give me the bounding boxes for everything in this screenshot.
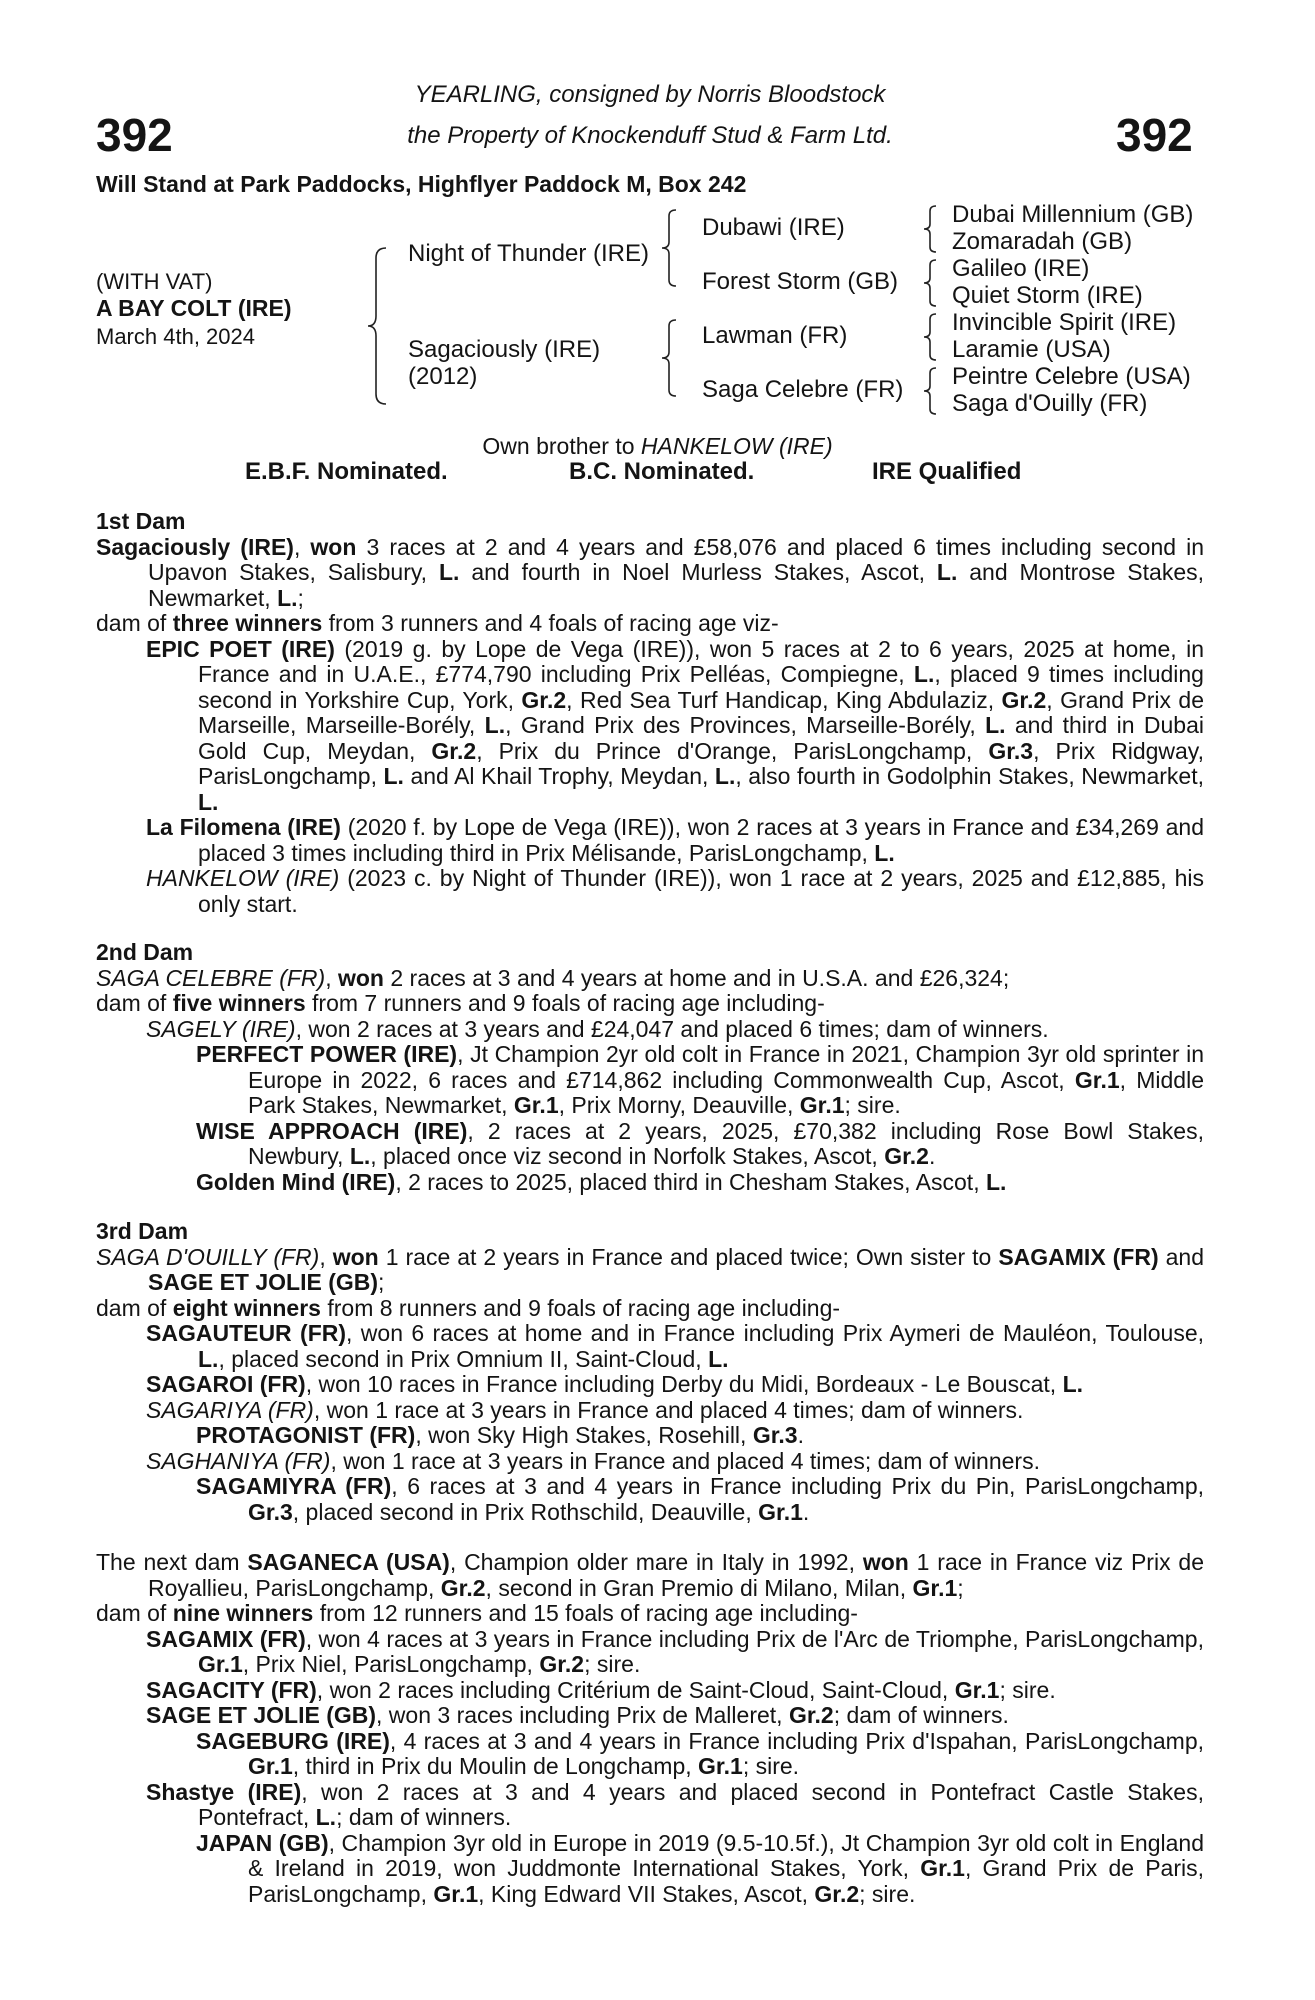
produce-sagauteur: SAGAUTEUR (FR), won 6 races at home and in France including Prix Aymeri de Mauléon, Toulouse, L., placed second in Prix Omnium II, Saint-Cloud, L. (146, 1320, 1204, 1372)
pedigree-dss: Invincible Spirit (IRE) (952, 309, 1177, 336)
pedigree-dam-sire: Lawman (FR) (702, 322, 848, 349)
produce-sagacity: SAGACITY (FR), won 2 races including Critérium de Saint-Cloud, Saint-Cloud, Gr.1; sire. (146, 1676, 1056, 1703)
pedigree-brace-dam (662, 318, 678, 398)
first-dam-produce-summary: dam of three winners from 3 runners and 4 foals of racing age viz- (96, 610, 779, 636)
pedigree-dam-year: (2012) (408, 363, 478, 390)
third-dam-record: SAGA D'OUILLY (FR), won 1 race at 2 years in France and placed twice; Own sister to SAGAMIX (FR) and SAGE ET JOLIE (GB); (96, 1243, 1205, 1295)
lot-number-left: 392 (96, 109, 173, 161)
produce-sagamix: SAGAMIX (FR), won 4 races at 3 years in France including Prix de l'Arc de Triomphe, ParisLongchamp, Gr.1, Prix Niel, ParisLongchamp, Gr.2; sire. (146, 1625, 1204, 1677)
third-dam-section (96, 1219, 1204, 1525)
header-line-1: YEARLING, consigned by Norris Bloodstock (414, 81, 886, 108)
pedigree-dds: Peintre Celebre (USA) (952, 363, 1191, 390)
produce-shastye: Shastye (IRE), won 2 races at 3 and 4 years and placed second in Pontefract Castle Stakes, Pontefract, L.; dam of winners. (146, 1778, 1204, 1830)
location-line: Will Stand at Park Paddocks, Highflyer Paddock M, Box 242 (96, 171, 747, 197)
pedigree-brace-main (368, 246, 388, 406)
pedigree-sdd: Quiet Storm (IRE) (952, 282, 1143, 309)
own-brother-note: Own brother to HANKELOW (IRE) (482, 433, 833, 459)
produce-sagely: SAGELY (IRE), won 2 races at 3 years and £24,047 and placed 6 times; dam of winners. (146, 1015, 1049, 1042)
pedigree-dsd: Laramie (USA) (952, 336, 1111, 363)
produce-perfect-power: PERFECT POWER (IRE), Jt Champion 2yr old colt in France in 2021, Champion 3yr old sprinter in Europe in 2022, 6 races and £714,862 including Commonwealth Cup, Ascot, Gr.1, Middle Park Stakes, Newmarket, Gr.1, Prix Morny, Deauville, Gr.1; sire. (196, 1041, 1205, 1118)
pedigree-brace-dd (924, 366, 938, 416)
pedigree-sire-sire: Dubawi (IRE) (702, 214, 845, 241)
foaling-date: March 4th, 2024 (96, 324, 255, 349)
next-dam-produce-summary: dam of nine winners from 12 runners and 15 foals of racing age including- (96, 1600, 858, 1626)
produce-sage-et-jolie: SAGE ET JOLIE (GB), won 3 races including Prix de Malleret, Gr.2; dam of winners. (146, 1702, 1009, 1728)
second-dam-produce-summary: dam of five winners from 7 runners and 9 foals of racing age including- (96, 990, 825, 1016)
produce-hankelow: HANKELOW (IRE) (2023 c. by Night of Thunder (IRE)), won 1 race at 2 years, 2025 and £12,885, his only start. (146, 865, 1204, 917)
pedigree-sds: Galileo (IRE) (952, 255, 1090, 282)
next-dam-section (96, 1550, 1204, 1907)
produce-protagonist: PROTAGONIST (FR), won Sky High Stakes, Rosehill, Gr.3. (196, 1422, 804, 1448)
pedigree-ssd: Zomaradah (GB) (952, 228, 1133, 255)
produce-golden-mind: Golden Mind (IRE), 2 races to 2025, placed third in Chesham Stakes, Ascot, L. (196, 1168, 1007, 1195)
produce-wise-approach: WISE APPROACH (IRE), 2 races at 2 years, 2025, £70,382 including Rose Bowl Stakes, Newbury, L., placed once viz second in Norfolk Stakes, Ascot, Gr.2. (196, 1117, 1204, 1169)
produce-sagamiyra: SAGAMIYRA (FR), 6 races at 3 and 4 years in France including Prix du Pin, ParisLongchamp, Gr.3, placed second in Prix Rothschild, Deauville, Gr.1. (196, 1473, 1204, 1525)
produce-epic-poet: EPIC POET (IRE) (2019 g. by Lope de Vega (IRE)), won 5 races at 2 to 6 years, 2025 at home, in France and in U.A.E., £774,790 including Prix Pelléas, Compiegne, L., placed 9 times including second in Yorkshire Cup, York, Gr.2, Red Sea Turf Handicap, King Abdulaziz, Gr.2, Grand Prix de Marseille, Marseille-Borély, L., Grand Prix des Provinces, Marseille-Borély, L. and third in Dubai Gold Cup, Meydan, Gr.2, Prix du Prince d'Orange, ParisLongchamp, Gr.3, Prix Ridgway, ParisLongchamp, L. and Al Khail Trophy, Meydan, L., also fourth in Godolphin Stakes, Newmarket, L. (146, 635, 1204, 815)
pedigree-dam-dam: Saga Celebre (FR) (702, 376, 904, 403)
first-dam-section (96, 509, 1204, 917)
bc-nominated: B.C. Nominated. (569, 458, 755, 485)
vat-label: (WITH VAT) (96, 269, 213, 294)
pedigree-sire-dam: Forest Storm (GB) (702, 268, 899, 295)
produce-la-filomena: La Filomena (IRE) (2020 f. by Lope de Vega (IRE)), won 2 races at 3 years in France and £34,269 and placed 3 times including third in Prix Mélisande, ParisLongchamp, L. (146, 814, 1204, 866)
pedigree-brace-ss (924, 204, 938, 254)
lot-number-right: 392 (1116, 109, 1193, 161)
produce-japan: JAPAN (GB), Champion 3yr old in Europe in 2019 (9.5-10.5f.), Jt Champion 3yr old colt in England & Ireland in 2019, won Juddmonte International Stakes, York, Gr.1, Grand Prix de Paris, ParisLongchamp, Gr.1, King Edward VII Stakes, Ascot, Gr.2; sire. (196, 1829, 1205, 1907)
first-dam-record: Sagaciously (IRE), won 3 races at 2 and 4 years and £58,076 and placed 6 times including second in Upavon Stakes, Salisbury, L. and fourth in Noel Murless Stakes, Ascot, L. and Montrose Stakes, Newmarket, L.; (96, 533, 1205, 611)
produce-sagaroi: SAGAROI (FR), won 10 races in France including Derby du Midi, Bordeaux - Le Bouscat, L. (146, 1371, 1084, 1397)
pedigree-brace-sd (924, 258, 938, 308)
second-dam-section (96, 940, 1204, 1195)
ebf-nominated: E.B.F. Nominated. (245, 458, 448, 485)
produce-sagariya: SAGARIYA (FR), won 1 race at 3 years in France and placed 4 times; dam of winners. (146, 1396, 1024, 1423)
third-dam-produce-summary: dam of eight winners from 8 runners and 9 foals of racing age including- (96, 1294, 841, 1321)
pedigree-ddd: Saga d'Ouilly (FR) (952, 390, 1148, 417)
pedigree-sire: Night of Thunder (IRE) (408, 240, 649, 267)
horse-name: A BAY COLT (IRE) (96, 295, 292, 321)
first-dam-heading: 1st Dam (96, 508, 186, 534)
next-dam-record: The next dam SAGANECA (USA), Champion older mare in Italy in 1992, won 1 race in France viz Prix de Royallieu, ParisLongchamp, Gr.2, second in Gran Premio di Milano, Milan, Gr.1; (96, 1549, 1204, 1601)
pedigree-sss: Dubai Millennium (GB) (952, 201, 1194, 228)
ire-qualified: IRE Qualified (872, 458, 1022, 485)
second-dam-record: SAGA CELEBRE (FR), won 2 races at 3 and 4 years at home and in U.S.A. and £26,324; (96, 964, 1010, 991)
produce-saghaniya: SAGHANIYA (FR), won 1 race at 3 years in France and placed 4 times; dam of winners. (146, 1447, 1040, 1474)
pedigree-brace-sire (662, 208, 678, 288)
second-dam-heading: 2nd Dam (96, 939, 194, 965)
third-dam-heading: 3rd Dam (96, 1218, 189, 1244)
header-line-2: the Property of Knockenduff Stud & Farm Ltd. (407, 122, 893, 149)
pedigree-dam: Sagaciously (IRE) (408, 336, 601, 363)
pedigree-brace-ds (924, 312, 938, 362)
produce-sageburg: SAGEBURG (IRE), 4 races at 3 and 4 years in France including Prix d'Ispahan, ParisLongchamp, Gr.1, third in Prix du Moulin de Longchamp, Gr.1; sire. (196, 1727, 1205, 1779)
